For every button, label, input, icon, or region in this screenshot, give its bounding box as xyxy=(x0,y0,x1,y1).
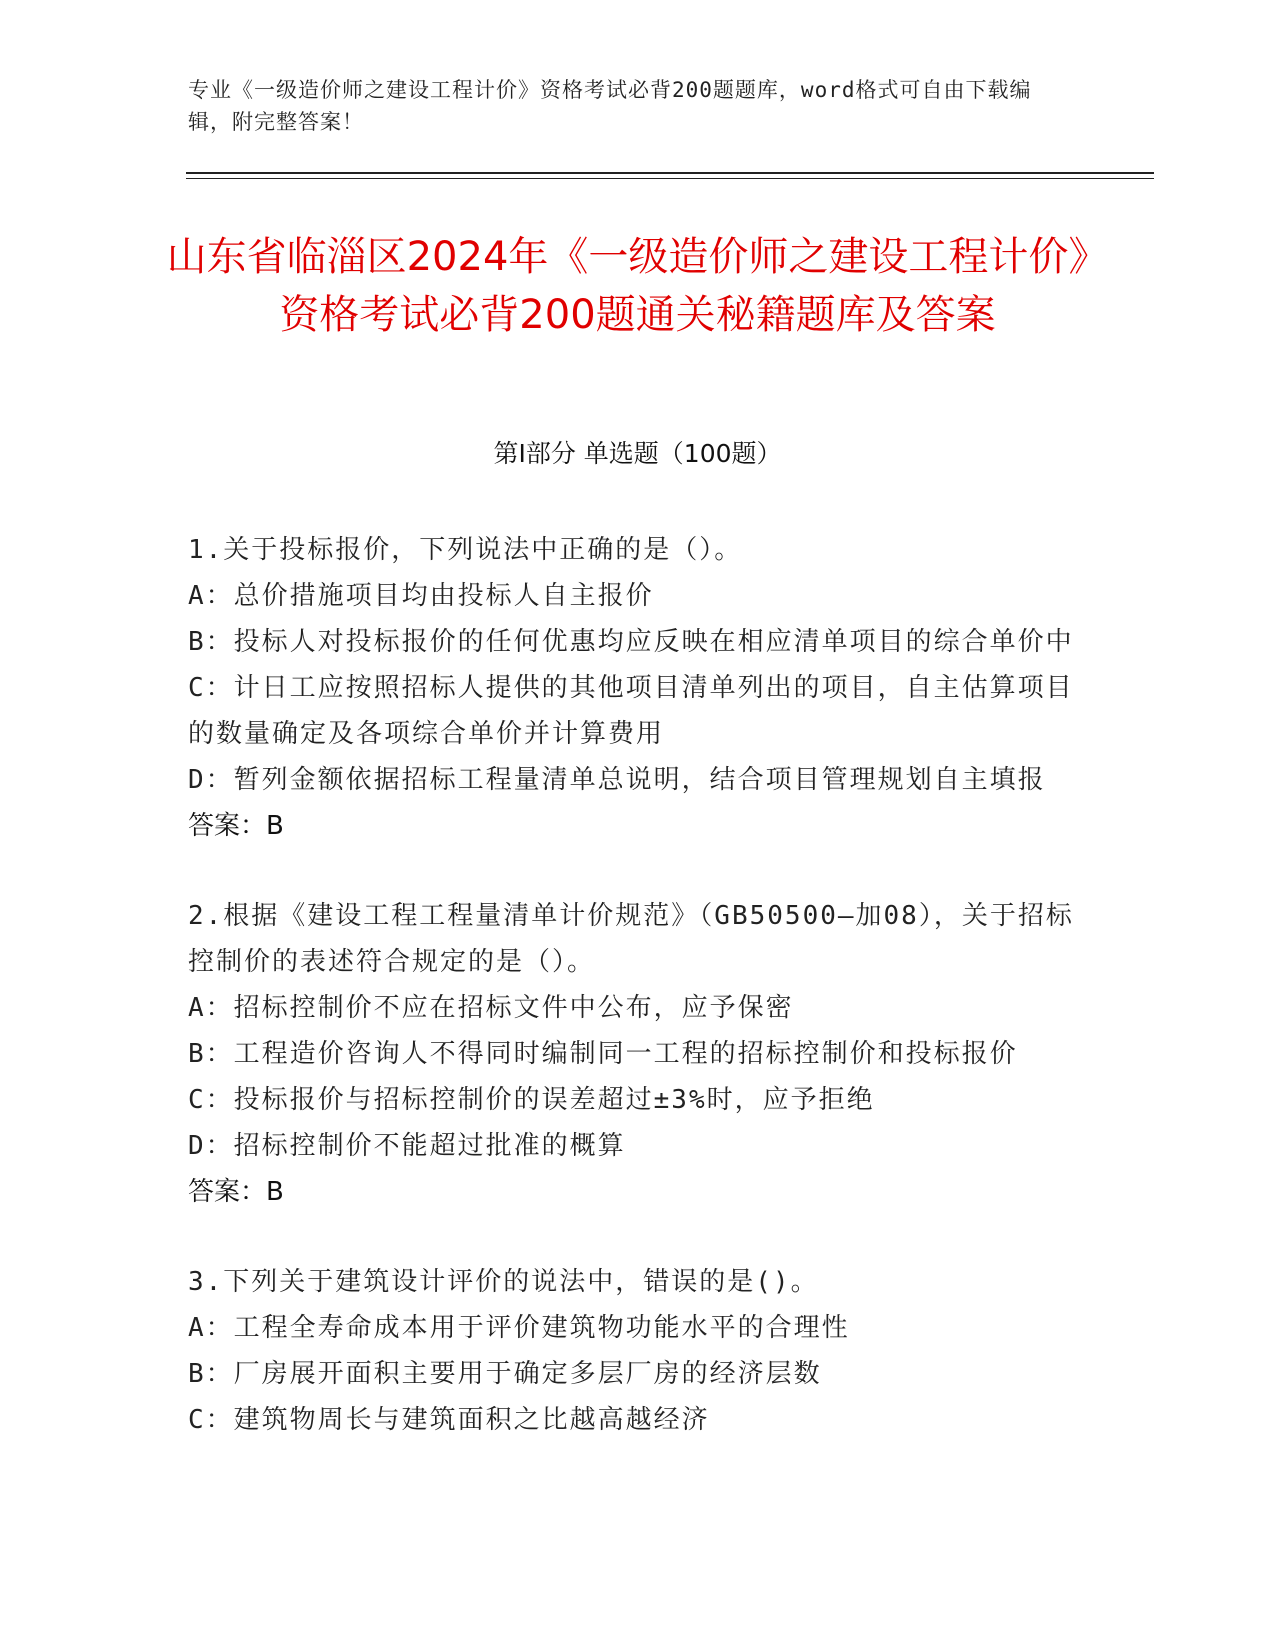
answer: 答案：B xyxy=(188,811,284,841)
question-2 xyxy=(188,893,1083,1215)
question-3 xyxy=(188,1259,1083,1443)
option-a: A：工程全寿命成本用于评价建筑物功能水平的合理性 xyxy=(188,1313,850,1343)
option-c: C：投标报价与招标控制价的误差超过±3%时，应予拒绝 xyxy=(188,1085,875,1115)
question-stem: 1.关于投标报价，下列说法中正确的是（）。 xyxy=(188,535,743,565)
section-heading: 第Ⅰ部分 单选题（100题） xyxy=(493,439,782,468)
question-stem: 3.下列关于建筑设计评价的说法中，错误的是()。 xyxy=(188,1267,819,1297)
question-1 xyxy=(188,527,1083,849)
option-a: A：总价措施项目均由投标人自主报价 xyxy=(188,581,654,611)
option-c: C：计日工应按照招标人提供的其他项目清单列出的项目，自主估算项目的数量确定及各项综合单价并计算费用 xyxy=(188,673,1074,749)
option-c: C：建筑物周长与建筑面积之比越高越经济 xyxy=(188,1405,710,1435)
header-note: 专业《一级造价师之建设工程计价》资格考试必背200题题库，word格式可自由下载编辑，附完整答案！ xyxy=(188,78,1032,134)
option-a: A：招标控制价不应在招标文件中公布，应予保密 xyxy=(188,993,794,1023)
option-d: D：招标控制价不能超过批准的概算 xyxy=(188,1131,626,1161)
document-title: 山东省临淄区2024年《一级造价师之建设工程计价》资格考试必背200题通关秘籍题库及答案 xyxy=(166,234,1109,338)
option-d: D：暂列金额依据招标工程量清单总说明，结合项目管理规划自主填报 xyxy=(188,765,1046,795)
answer: 答案：B xyxy=(188,1177,284,1207)
question-stem: 2.根据《建设工程工程量清单计价规范》（GB50500—加08），关于招标控制价的表述符合规定的是（）。 xyxy=(188,901,1074,977)
question-list xyxy=(188,527,1083,1487)
option-b: B：厂房展开面积主要用于确定多层厂房的经济层数 xyxy=(188,1359,822,1389)
header-rule-thick xyxy=(186,172,1154,174)
header-rule-thin xyxy=(186,178,1154,179)
option-b: B：工程造价咨询人不得同时编制同一工程的招标控制价和投标报价 xyxy=(188,1039,1018,1069)
option-b: B：投标人对投标报价的任何优惠均应反映在相应清单项目的综合单价中 xyxy=(188,627,1074,657)
